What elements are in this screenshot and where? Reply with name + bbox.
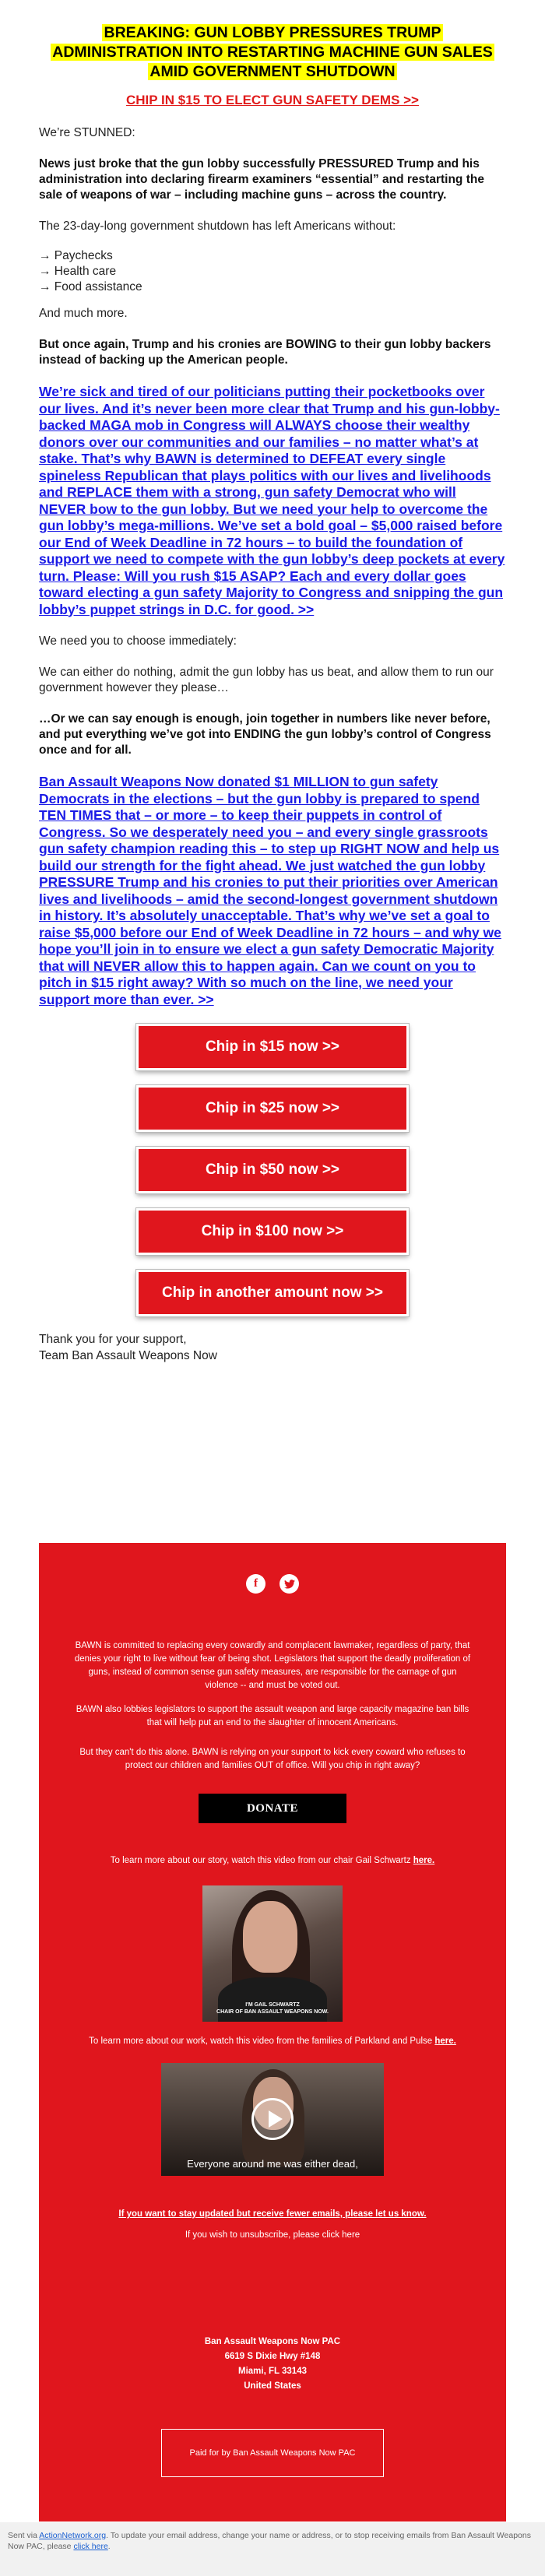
unsubscribe-link[interactable]: If you wish to unsubscribe, please click here: [185, 2230, 360, 2240]
shutdown-paragraph: The 23-day-long government shutdown has left Americans without:: [39, 220, 396, 233]
chip-in-other-amount-button[interactable]: Chip in another amount now >>: [136, 1270, 409, 1316]
video-thumbnail-gail-schwartz[interactable]: [202, 1885, 343, 2022]
video1-figure-face: [243, 1901, 297, 1973]
donate-appeal-link-2[interactable]: Ban Assault Weapons Now donated $1 MILLION to gun safety Democrats in the elections – but the gun lobby is prepared to spend TEN TIMES that – or more – to keep their puppets in control of Congress. So we desperately need you – and every single grassroots gun safety champion reading this – to step up RIGHT NOW and help us build our strength for the fight ahead. We just watched the gun lobby PRESSURE Trump and his cronies to put their priorities over American lives and livelihoods – amid the second-longest government shutdown in history. It’s absolutely unacceptable. That’s why we’ve set a goal to raise $5,000 before our End of Week Deadline in 72 hours – and why we hope you’ll join in to ensure we elect a gun safety Democratic Majority that will NEVER allow this to happen again. Can we count on you to pitch in $15 right away? With so much on the line, we need your support more than ever. >>: [39, 774, 501, 1007]
video-thumbnail-parkland-pulse[interactable]: [161, 2063, 384, 2176]
headline-line-2: ADMINISTRATION INTO RESTARTING MACHINE GUN SALES: [52, 44, 493, 61]
more-paragraph: And much more.: [39, 307, 128, 320]
fewer-emails-notice: [54, 2208, 490, 2221]
headline-line-3: AMID GOVERNMENT SHUTDOWN: [149, 63, 396, 80]
intro-paragraph: We’re STUNNED:: [39, 126, 135, 139]
enough-paragraph: …Or we can say enough is enough, join together in numbers like never before, and put everything we’ve got into ENDING the gun lobby’s control of Congress once and for all.: [39, 712, 491, 757]
video1-caption-name: I'M GAIL SCHWARTZ: [245, 2002, 300, 2008]
video2-intro: [54, 2035, 490, 2048]
action-network-link[interactable]: ActionNetwork.org: [39, 2531, 107, 2540]
list-item: → Paychecks: [39, 249, 113, 262]
video1-intro-text: To learn more about our story, watch this video from our chair Gail Schwartz: [110, 1856, 413, 1865]
signoff: [39, 1331, 506, 1364]
manage-subscription-link[interactable]: click here: [73, 2542, 108, 2551]
chip-in-15-button[interactable]: Chip in $15 now >>: [136, 1024, 409, 1070]
donate-appeal-link-1[interactable]: We’re sick and tired of our politicians putting their pocketbooks over our lives. And it’s never been more clear that Trump and his gun-lobby-backed MAGA mob in Congress will ALWAYS choose their wealthy donors over our communities and our families – no matter what’s at stake. That’s why BAWN is determined to DEFEAT every single spineless Republican that plays politics with our lives and livelihoods and REPLACE them with a strong, gun safety Democrat who will NEVER bow to the gun lobby. But we need your help to overcome the gun lobby’s mega-millions. We’ve set a bold goal – $5,000 raised before our End of Week Deadline in 72 hours – to build the foundation of support we need to compete with the gun lobby’s deep pockets at every turn. Please: Will you rush $15 ASAP? Each and every dollar goes toward electing a gun safety Majority to Congress and snipping the gun lobby’s puppet strings in D.C. for good. >>: [39, 384, 505, 617]
play-icon[interactable]: [251, 2098, 294, 2140]
video1-intro: [54, 1854, 490, 1868]
bottom-suffix: .: [107, 2542, 111, 2551]
social-links: [39, 1574, 506, 1594]
donation-buttons: [39, 1024, 506, 1316]
footer-support-text: But they can't do this alone. BAWN is relying on your support to kick every coward who refuses to protect our children and families OUT of office. Will you chip in right away?: [79, 1748, 466, 1770]
address-org: Ban Assault Weapons Now PAC: [204, 2337, 341, 2346]
footer-lobby-text: BAWN also lobbies legislators to support the assault weapon and large capacity magazine ban bills that will help put an end to the slaughter of innocent Americans.: [76, 1705, 469, 1727]
bottom-prefix: Sent via: [8, 2531, 40, 2540]
video2-link[interactable]: here.: [434, 2037, 456, 2046]
chip-in-50-button[interactable]: Chip in $50 now >>: [136, 1147, 409, 1193]
twitter-icon[interactable]: [280, 1574, 299, 1594]
video1-link[interactable]: here.: [413, 1856, 435, 1865]
choose-paragraph: We need you to choose immediately:: [39, 634, 237, 648]
bottom-middle: . To update your email address, change your name or address, or to stop receiving emails from Ban Assault Weapons Now PAC, please: [8, 2531, 531, 2551]
chip-in-100-button[interactable]: Chip in $100 now >>: [136, 1208, 409, 1255]
list-item: → Health care: [39, 265, 117, 278]
video1-caption-title: CHAIR OF BAN ASSAULT WEAPONS NOW.: [216, 2009, 329, 2015]
signoff-team: Team Ban Assault Weapons Now: [39, 1349, 217, 1362]
list-item: → Food assistance: [39, 280, 142, 293]
mailing-address: [39, 2335, 506, 2394]
video2-caption: Everyone around me was either dead,: [187, 2158, 358, 2170]
news-paragraph: News just broke that the gun lobby successfully PRESSURED Trump and his administration into declaring firearm examiners “essential” and restarting the sale of weapons of war – including machine guns – across the country.: [39, 157, 484, 202]
video1-caption: [202, 2001, 343, 2015]
bowing-paragraph: But once again, Trump and his cronies are BOWING to their gun lobby backers instead of backing up the American people.: [39, 338, 491, 367]
footer-mission-text: BAWN is committed to replacing every cowardly and complacent lawmaker, regardless of party, that denies your right to live without fear of being shot. Legislators that support the deadly proliferation of guns, instead of common sense gun safety measures, are responsible for the carnage of gun violence -- and must be voted out.: [74, 1641, 471, 1690]
headline-line-1: BREAKING: GUN LOBBY PRESSURES TRUMP: [104, 24, 441, 41]
impact-list: [39, 248, 506, 295]
fewer-emails-link[interactable]: If you want to stay updated but receive fewer emails, please let us know.: [118, 2209, 427, 2219]
signoff-thanks: Thank you for your support,: [39, 1333, 187, 1346]
address-street: 6619 S Dixie Hwy #148: [224, 2352, 321, 2361]
chip-in-25-button[interactable]: Chip in $25 now >>: [136, 1085, 409, 1132]
video2-intro-text: To learn more about our work, watch this video from the families of Parkland and Pulse: [89, 2037, 435, 2046]
action-network-footer: [0, 2522, 545, 2576]
headline: [39, 23, 506, 82]
do-nothing-paragraph: We can either do nothing, admit the gun lobby has us beat, and allow them to run our government however they please…: [39, 666, 494, 694]
paid-for-disclaimer: Paid for by Ban Assault Weapons Now PAC: [161, 2429, 384, 2477]
facebook-icon[interactable]: f: [246, 1574, 265, 1594]
address-city: Miami, FL 33143: [238, 2367, 307, 2376]
top-donate-link[interactable]: CHIP IN $15 TO ELECT GUN SAFETY DEMS >>: [126, 93, 419, 107]
donate-button[interactable]: DONATE: [199, 1794, 346, 1823]
email-body: [39, 23, 506, 1364]
footer: [39, 1543, 506, 2522]
address-country: United States: [244, 2381, 301, 2391]
